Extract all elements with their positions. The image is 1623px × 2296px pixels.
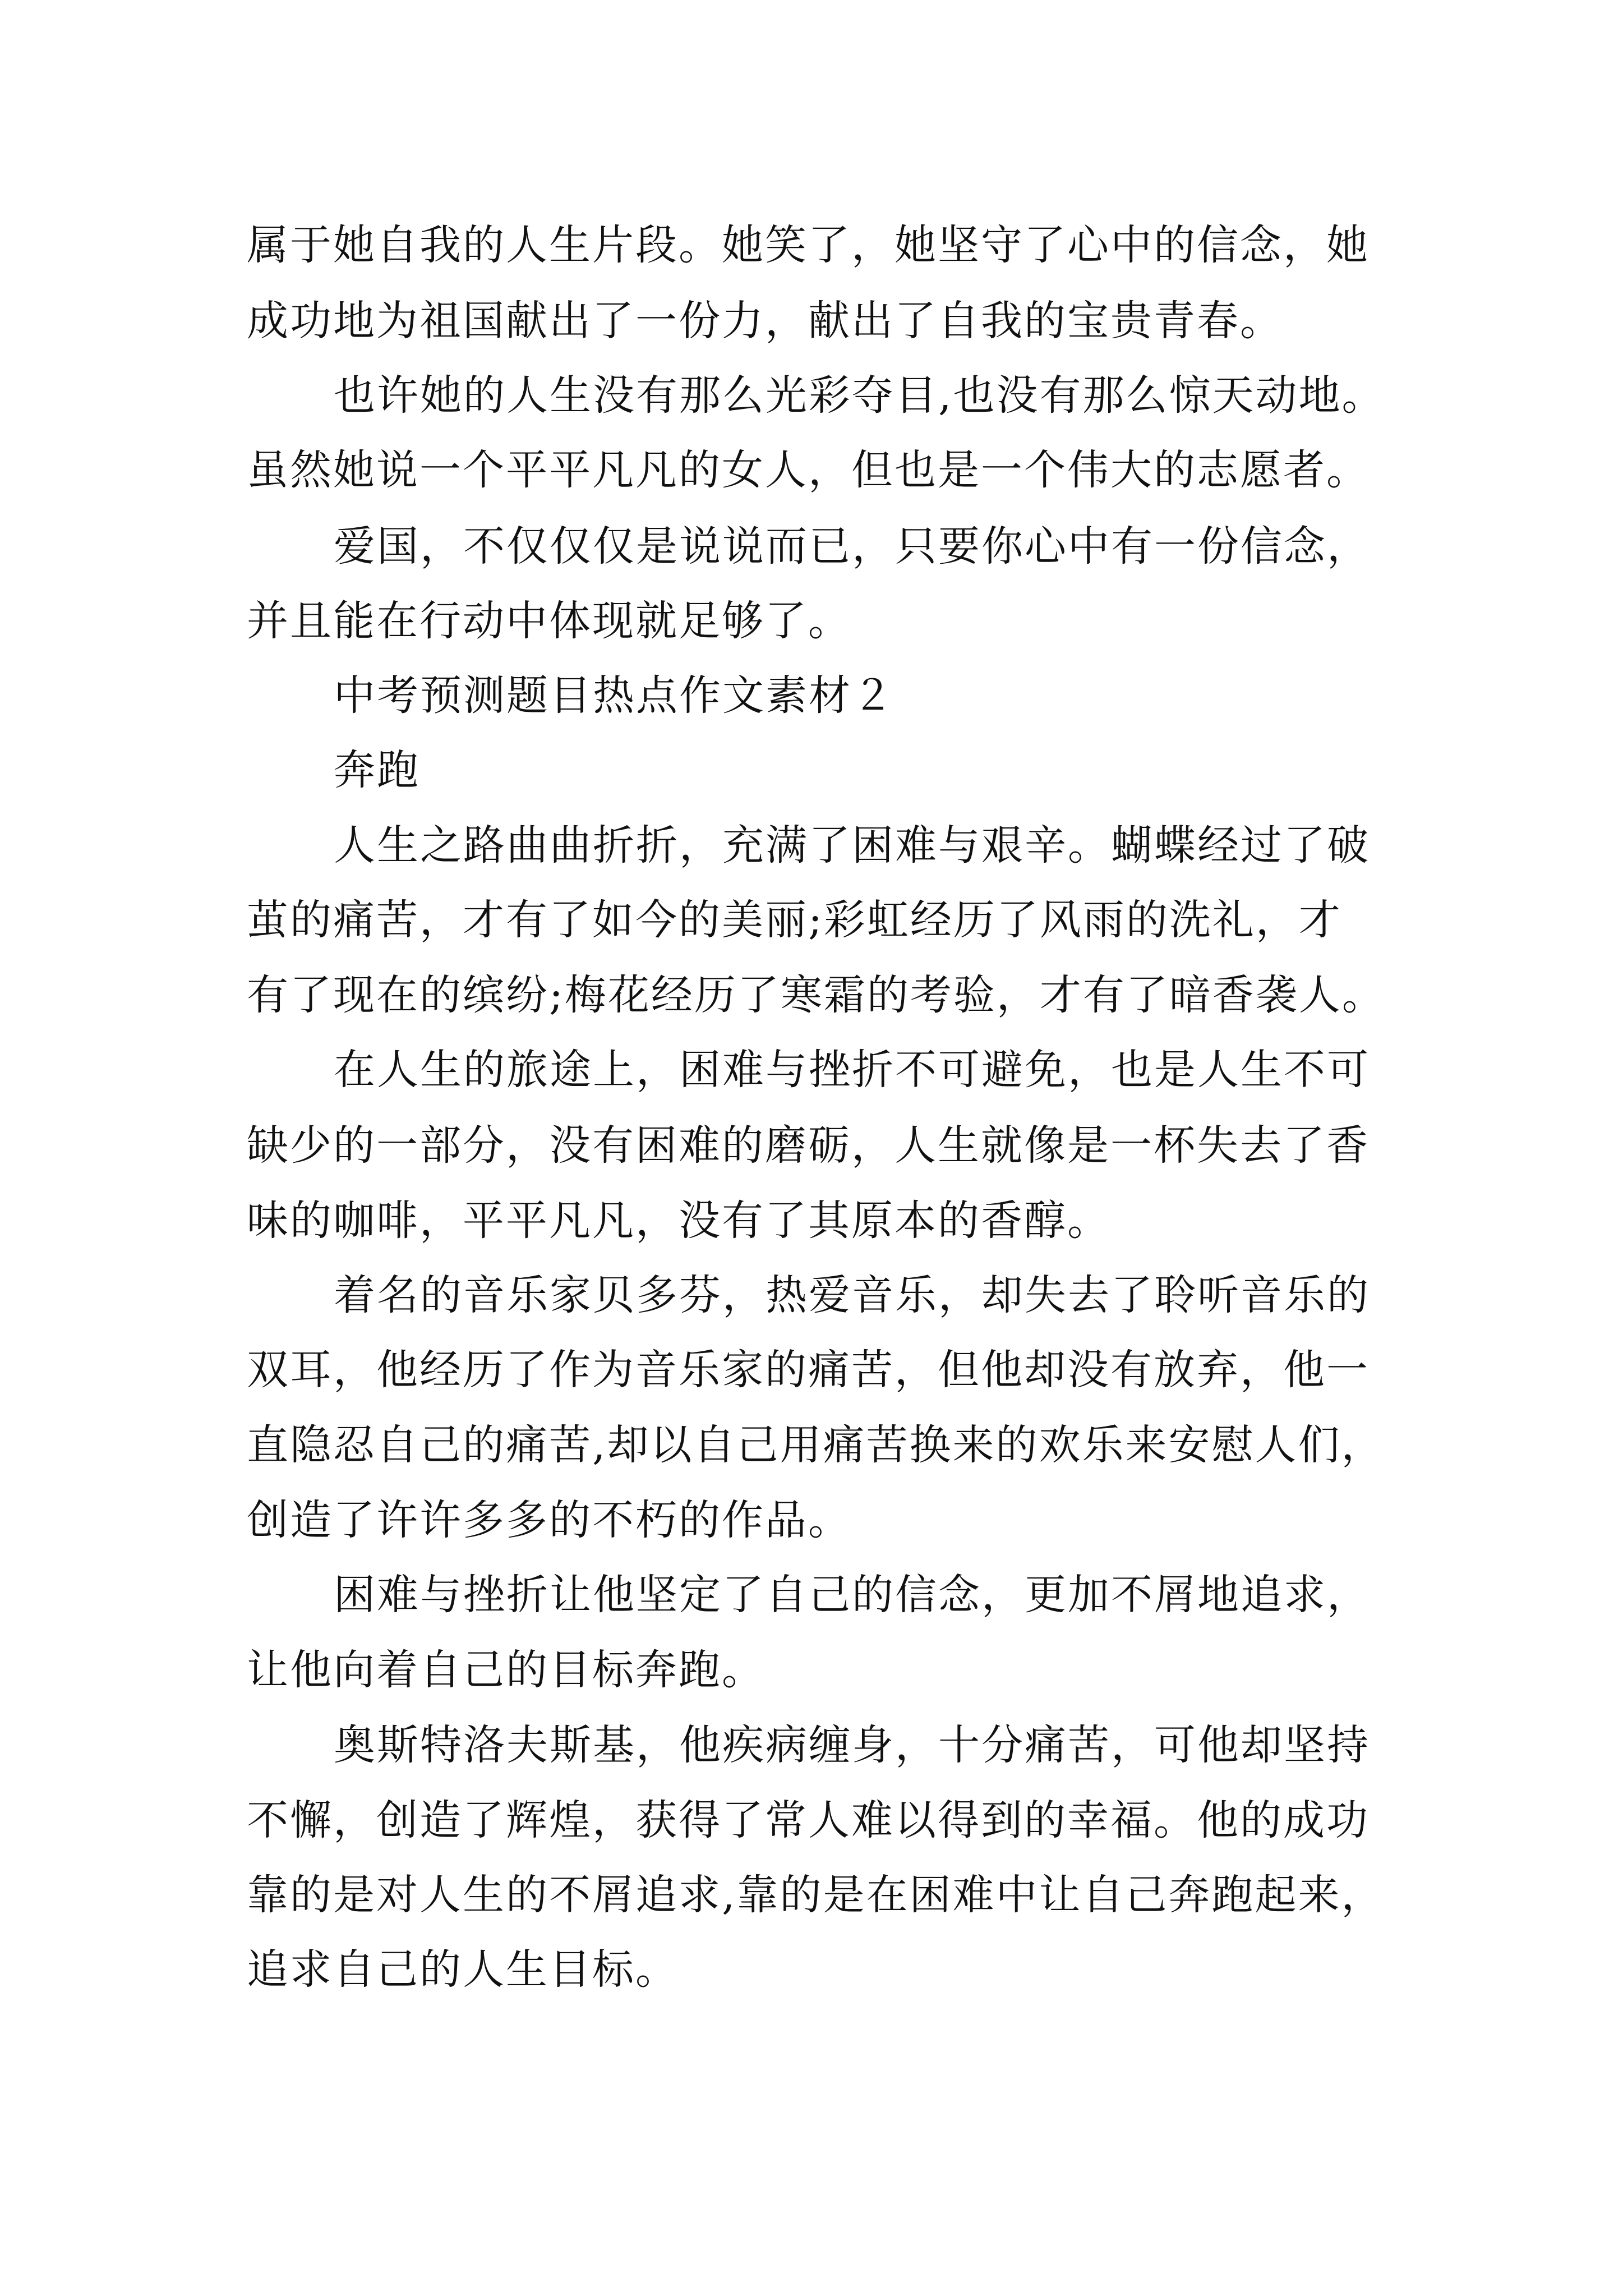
text-line: 茧的痛苦，才有了如今的美丽;彩虹经历了风雨的洗礼，才: [247, 896, 1342, 944]
text-line: 不懈，创造了辉煌，获得了常人难以得到的幸福。他的成功: [247, 1796, 1370, 1844]
text-line: 味的咖啡，平平凡凡，没有了其原本的香醇。: [247, 1197, 1110, 1245]
paragraph-first-line: 在人生的旅途上，困难与挫折不可避免，也是人生不可: [334, 1046, 1370, 1094]
section-heading: 中考预测题目热点作文素材２: [334, 671, 895, 720]
paragraph-first-line: 也许她的人生没有那么光彩夺目,也没有那么惊天动地。: [334, 371, 1385, 420]
paragraph-first-line: 奥斯特洛夫斯基，他疾病缠身，十分痛苦，可他却坚持: [334, 1721, 1370, 1769]
text-line: 有了现在的缤纷;梅花经历了寒霜的考验，才有了暗香袭人。: [247, 971, 1385, 1019]
paragraph-first-line: 爱国，不仅仅仅是说说而已，只要你心中有一份信念，: [334, 522, 1370, 570]
text-line: 属于她自我的人生片段。她笑了，她坚守了心中的信念，她: [247, 221, 1370, 269]
text-line: 创造了许许多多的不朽的作品。: [247, 1496, 851, 1544]
paragraph-first-line: 困难与挫折让他坚定了自己的信念，更加不屑地追求，: [334, 1571, 1370, 1619]
text-line: 让他向着自己的目标奔跑。: [247, 1646, 765, 1694]
text-line: 并且能在行动中体现就足够了。: [247, 597, 851, 645]
text-line: 双耳，他经历了作为音乐家的痛苦，但他却没有放弃，他一: [247, 1346, 1370, 1394]
text-line: 虽然她说一个平平凡凡的女人，但也是一个伟大的志愿者。: [247, 446, 1370, 494]
paragraph-first-line: 着名的音乐家贝多芬，热爱音乐，却失去了聆听音乐的: [334, 1271, 1370, 1319]
paragraph-first-line: 人生之路曲曲折折，充满了困难与艰辛。蝴蝶经过了破: [334, 821, 1370, 869]
essay-title: 奔跑: [334, 746, 420, 794]
text-line: 靠的是对人生的不屑追求,靠的是在困难中让自己奔跑起来，: [247, 1871, 1385, 1919]
text-line: 直隐忍自己的痛苦,却以自己用痛苦换来的欢乐来安慰人们，: [247, 1421, 1385, 1469]
text-line: 缺少的一部分，没有困难的磨砺，人生就像是一杯失去了香: [247, 1121, 1370, 1170]
text-line: 追求自己的人生目标。: [247, 1945, 679, 1994]
text-line: 成功地为祖国献出了一份力，献出了自我的宝贵青春。: [247, 297, 1283, 345]
